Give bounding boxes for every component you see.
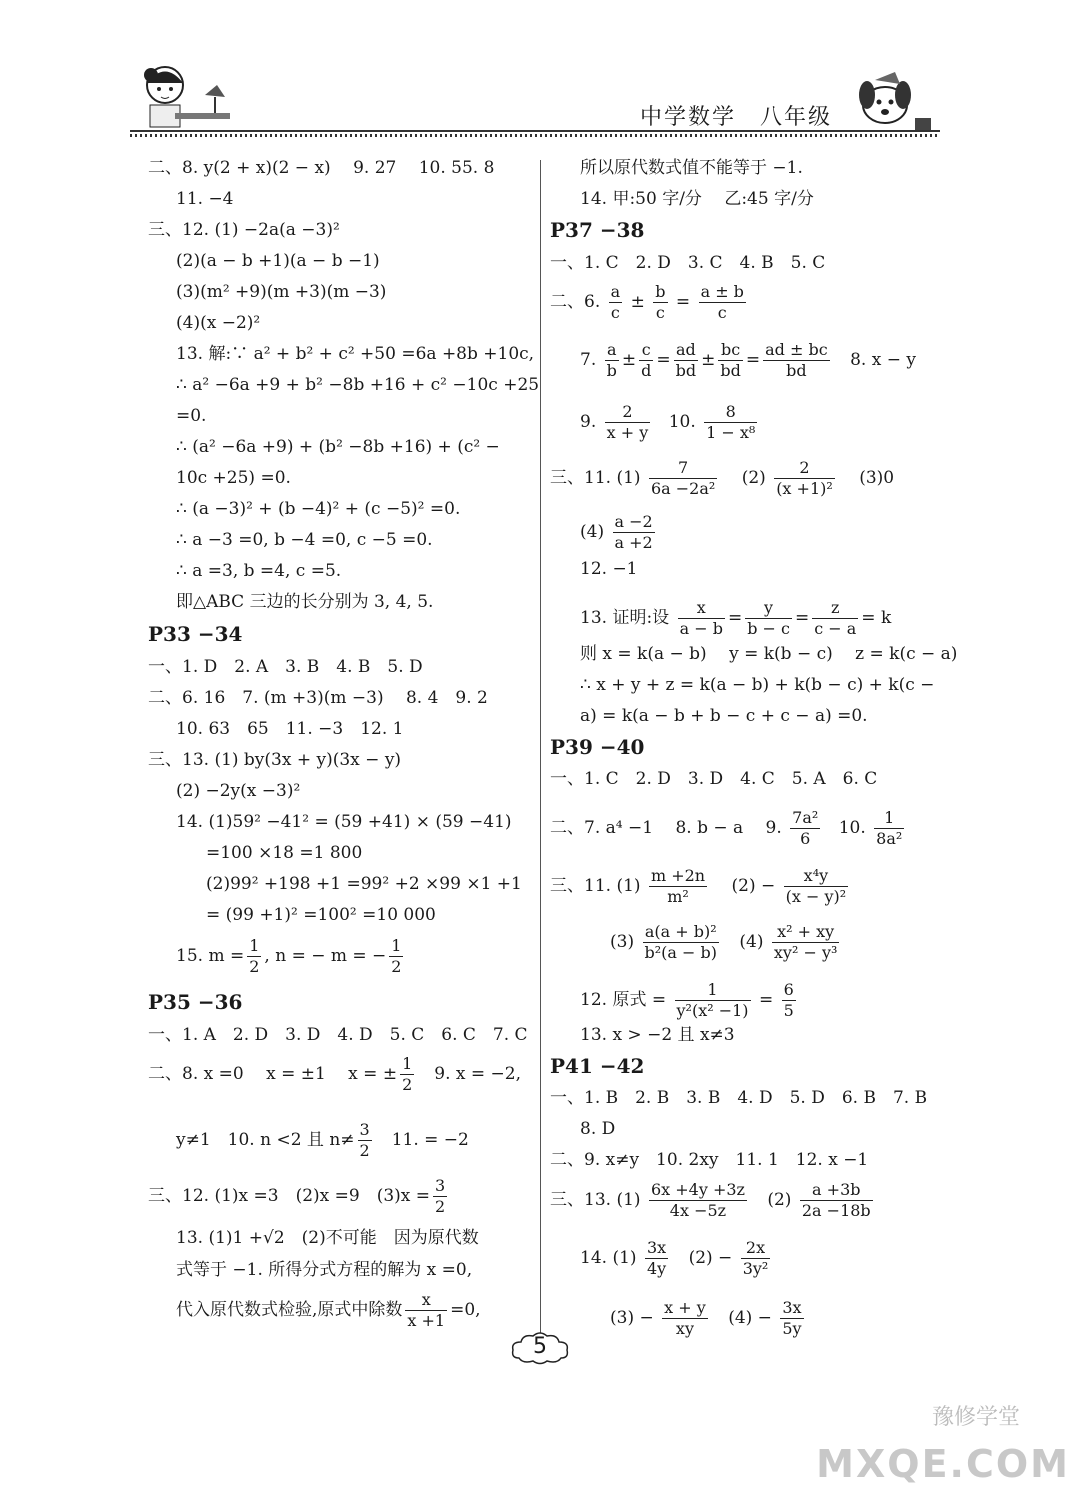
fraction — [605, 402, 651, 443]
denominator: bd — [786, 361, 807, 380]
numerator: z — [812, 598, 858, 619]
numerator: ad ± bc — [765, 340, 828, 359]
fraction — [772, 922, 840, 963]
numerator: 1 — [874, 808, 904, 829]
answer-line — [148, 1054, 521, 1095]
fraction — [433, 1176, 447, 1217]
numerator: a ± b — [700, 282, 744, 301]
fraction — [653, 282, 667, 323]
header-dotted-rule — [130, 134, 940, 137]
text: 15. m = — [176, 946, 245, 966]
denominator: b − c — [747, 619, 790, 638]
answer-line: 14. (1)59² −41² = (59 +41) × (59 −41) — [176, 812, 512, 832]
numerator: 7 — [649, 458, 717, 479]
girl-reading-illustration — [135, 55, 235, 135]
answer-line: ∴ (a² −6a +9) + (b² −8b +16) + (c² − — [176, 437, 500, 457]
text: 7. — [580, 350, 597, 370]
answer-line: 13. x > −2 且 x≠3 — [580, 1025, 735, 1045]
fraction — [784, 866, 849, 907]
answer-line: 所以原代数式值不能等于 −1. — [580, 158, 803, 178]
answer-line: ∴ x + y + z = k(a − b) + k(b − c) + k(c − — [580, 675, 935, 695]
answer-line — [176, 1290, 481, 1331]
text: 三、12. (1)x =3 (2)x =9 (3)x = — [148, 1186, 431, 1206]
fraction — [874, 808, 904, 849]
answer-line: 14. 甲:50 字/分 乙:45 字/分 — [580, 189, 814, 209]
denominator: y²(x² −1) — [676, 1001, 749, 1020]
fraction — [745, 598, 792, 639]
column-divider — [540, 160, 541, 1335]
fraction — [662, 1298, 708, 1339]
denominator: 3y² — [742, 1259, 769, 1278]
answer-line: = (99 +1)² =100² =10 000 — [206, 905, 436, 925]
denominator: a − b — [679, 619, 723, 638]
watermark: MXQE.COM — [816, 1442, 1070, 1486]
fraction — [649, 458, 717, 499]
denominator: 5 — [783, 1001, 794, 1020]
text: 8. x − y — [850, 350, 916, 370]
numerator: 3x — [645, 1238, 668, 1259]
denominator: x +1 — [407, 1311, 446, 1330]
numerator: 2x — [741, 1238, 771, 1259]
section-heading: P33 −34 — [148, 622, 243, 646]
numerator: a +3b — [800, 1180, 873, 1201]
answer-line — [610, 1298, 807, 1339]
fraction — [718, 340, 742, 381]
dog-illustration — [845, 70, 935, 135]
denominator: c — [610, 303, 620, 322]
fraction — [649, 866, 707, 907]
text: (2) − — [688, 1248, 733, 1268]
denominator: b — [606, 361, 617, 380]
text: 10. — [668, 412, 696, 432]
denominator: 8a² — [876, 829, 903, 848]
answer-line — [550, 1180, 876, 1221]
answer-line: 8. D — [580, 1119, 616, 1139]
numerator: x⁴y — [784, 866, 849, 887]
text: 11. = −2 — [374, 1130, 469, 1150]
answer-line: 三、13. (1) by(3x + y)(3x − y) — [148, 750, 402, 770]
denominator: c − a — [814, 619, 857, 638]
text: (4) − — [728, 1308, 772, 1328]
text: = — [675, 292, 691, 312]
answer-line: 10. 63 65 11. −3 12. 1 — [176, 719, 404, 739]
denominator: 6 — [800, 829, 811, 848]
answer-line: 一、1. D 2. A 3. B 4. B 5. D — [148, 657, 423, 677]
numerator: c — [639, 340, 653, 361]
text: =0, — [450, 1300, 481, 1320]
numerator: 3 — [359, 1120, 370, 1139]
answer-line: 即△ABC 三边的长分别为 3, 4, 5. — [176, 592, 434, 612]
denominator: 2 — [359, 1141, 370, 1160]
answer-line: 13. 证明:设 $\frac{x}{a - b}$ = $\frac{y}{b - c}$ = $\frac{z}{c - a}$ = k — [580, 598, 892, 638]
watermark-subtext: 豫修学堂 — [931, 1405, 1020, 1430]
numerator: 3x — [780, 1298, 803, 1319]
denominator: 2a −18b — [801, 1201, 871, 1220]
numerator: a — [605, 340, 619, 361]
header-rule — [130, 130, 940, 132]
text: = k — [861, 608, 892, 628]
numerator: 1 — [402, 1054, 413, 1073]
text: (3)0 — [859, 468, 895, 488]
answer-line: =0. — [176, 406, 207, 426]
numerator: 1 — [249, 936, 260, 955]
answer-line: 13. 解:∵ a² + b² + c² +50 =6a +8b +10c, — [176, 344, 535, 364]
fraction — [639, 340, 653, 381]
denominator: d — [641, 361, 652, 380]
denominator: x + y — [606, 423, 649, 442]
numerator: 3 — [435, 1176, 446, 1195]
text: 9. — [580, 412, 597, 432]
page-header — [0, 0, 1080, 145]
numerator: x — [405, 1290, 447, 1311]
text: 13. 证明:设 — [580, 608, 670, 628]
answer-line — [550, 458, 894, 499]
fraction — [389, 936, 403, 977]
answer-line: 一、1. B 2. B 3. B 4. D 5. D 6. B 7. B — [550, 1088, 928, 1108]
numerator: m +2n — [650, 866, 706, 885]
answer-line: 11. −4 — [176, 189, 234, 209]
answer-line — [580, 980, 799, 1021]
numerator: b — [655, 282, 666, 301]
answer-line: ∴ a =3, b =4, c =5. — [176, 561, 342, 581]
answer-line — [580, 402, 760, 443]
fraction — [400, 1054, 414, 1095]
numerator: 6 — [783, 980, 794, 999]
section-heading: P37 −38 — [550, 218, 645, 242]
fraction — [675, 980, 751, 1021]
answer-line: 12. −1 — [580, 559, 638, 579]
fraction — [782, 980, 796, 1021]
fraction — [643, 922, 720, 963]
fraction — [774, 458, 835, 499]
answer-line — [580, 1238, 773, 1279]
denominator: 2 — [402, 1075, 413, 1094]
section-heading: P41 −42 — [550, 1054, 645, 1078]
denominator: (x − y)² — [785, 887, 847, 906]
answer-line: 13. (1)1 +√2 (2)不可能 因为原代数 — [176, 1228, 479, 1248]
fraction — [609, 282, 623, 323]
fraction — [405, 1290, 447, 1331]
text: 三、13. (1) — [550, 1190, 641, 1210]
numerator: a −2 — [614, 512, 653, 531]
answer-line — [148, 1176, 450, 1217]
denominator: c — [655, 303, 665, 322]
fraction — [247, 936, 261, 977]
numerator: x² + xy — [772, 922, 840, 943]
numerator: y — [745, 598, 792, 619]
answer-line: (3)(m² +9)(m +3)(m −3) — [176, 282, 387, 302]
page-number-badge — [509, 1330, 571, 1366]
answer-line — [176, 1120, 469, 1161]
text: y≠1 10. n <2 且 n≠ — [176, 1130, 355, 1150]
denominator: 4y — [646, 1259, 667, 1278]
answer-line: 10c +25) =0. — [176, 468, 291, 488]
answer-line: (2) −2y(x −3)² — [176, 781, 301, 801]
text: (2) − — [731, 876, 776, 896]
denominator: bd — [675, 361, 697, 380]
fraction — [812, 598, 858, 639]
answer-line: 三、12. (1) −2a(a −3)² — [148, 220, 340, 240]
text: 二、8. x =0 x = ±1 x = ± — [148, 1064, 398, 1084]
numerator: ad — [674, 340, 698, 361]
answer-line: 7. $\frac{a}{b}$ ± $\frac{c}{d}$ = $\frac{ad}{bd}$ ± $\frac{bc}{bd}$ = $\frac{ad \pm bc}{bd}$ 8. x − y — [580, 340, 916, 380]
answer-line: a) = k(a − b + b − c + c − a) =0. — [580, 706, 868, 726]
fraction — [649, 1180, 747, 1221]
answer-line: (2)99² +198 +1 =99² +2 ×99 ×1 +1 — [206, 874, 522, 894]
denominator: xy² − y³ — [773, 943, 838, 962]
header-title: 中学数学 八年级 — [640, 105, 833, 130]
denominator: b²(a − b) — [644, 943, 717, 962]
answer-line: ∴ a −3 =0, b −4 =0, c −5 =0. — [176, 530, 433, 550]
answer-line: 一、1. C 2. D 3. C 4. B 5. C — [550, 253, 826, 273]
fraction — [358, 1120, 372, 1161]
text: (3) − — [610, 1308, 654, 1328]
fraction — [704, 402, 757, 443]
numerator: x — [678, 598, 725, 619]
denominator: 1 − x⁸ — [706, 423, 756, 442]
text: 9. x = −2, — [417, 1064, 521, 1084]
text: (4) — [739, 932, 764, 952]
text: 14. (1) — [580, 1248, 637, 1268]
answer-line: 则 x = k(a − b) y = k(b − c) z = k(c − a) — [580, 644, 958, 664]
denominator: 2 — [249, 957, 260, 976]
fraction — [741, 1238, 771, 1279]
answer-line — [550, 866, 851, 907]
denominator: xy — [675, 1319, 694, 1338]
answer-line — [550, 282, 749, 323]
answer-line: (4)(x −2)² — [176, 313, 261, 333]
denominator: (x +1)² — [776, 479, 833, 498]
text: (3) — [610, 932, 635, 952]
denominator: a +2 — [614, 533, 653, 552]
text: ± — [630, 292, 645, 312]
fraction — [613, 512, 655, 553]
fraction — [605, 340, 619, 381]
fraction — [800, 1180, 873, 1221]
text: 二、6. — [550, 292, 601, 312]
numerator: 1 — [675, 980, 751, 1001]
fraction — [763, 340, 830, 381]
answer-line — [550, 808, 907, 849]
section-heading: P39 −40 — [550, 735, 645, 759]
denominator: 2 — [435, 1197, 446, 1216]
answer-line — [610, 922, 842, 963]
text: 二、7. a⁴ −1 8. b − a 9. — [550, 818, 782, 838]
denominator: 4x −5z — [669, 1201, 727, 1220]
text: , n = − m = − — [264, 946, 387, 966]
fraction — [790, 808, 820, 849]
fraction — [678, 598, 725, 639]
numerator: 6x +4y +3z — [650, 1180, 745, 1199]
fraction — [674, 340, 698, 381]
denominator: 5y — [782, 1319, 802, 1338]
answer-line: 二、8. y(2 + x)(2 − x) 9. 27 10. 55. 8 — [148, 158, 495, 178]
answer-line: (2)(a − b +1)(a − b −1) — [176, 251, 380, 271]
answer-line: 二、6. 16 7. (m +3)(m −3) 8. 4 9. 2 — [148, 688, 488, 708]
text: (2) — [767, 1190, 792, 1210]
answer-line: =100 ×18 =1 800 — [206, 843, 363, 863]
text: 代入原代数式检验,原式中除数 — [176, 1300, 403, 1320]
answer-line: 一、1. A 2. D 3. D 4. D 5. C 6. C 7. C — [148, 1025, 528, 1045]
text: 三、11. (1) — [550, 468, 641, 488]
numerator: a(a + b)² — [643, 922, 720, 943]
section-heading: P35 −36 — [148, 990, 243, 1014]
text: 10. — [838, 818, 866, 838]
text: = — [758, 990, 774, 1010]
text: 12. 原式 = — [580, 990, 667, 1010]
numerator: a — [610, 282, 621, 301]
page-number: 5 — [533, 1334, 547, 1359]
numerator: 2 — [774, 458, 835, 479]
numerator: 7a² — [792, 808, 819, 827]
denominator: 6a −2a² — [650, 479, 716, 498]
denominator: c — [717, 303, 727, 322]
text: (4) — [580, 522, 605, 542]
answer-line — [176, 936, 406, 977]
answer-line — [580, 512, 658, 553]
answer-line: ∴ (a −3)² + (b −4)² + (c −5)² =0. — [176, 499, 461, 519]
numerator: 8 — [704, 402, 757, 423]
denominator: bd — [720, 361, 741, 380]
numerator: x + y — [664, 1298, 706, 1317]
numerator: 2 — [605, 402, 651, 423]
answer-line: 一、1. C 2. D 3. D 4. C 5. A 6. C — [550, 769, 878, 789]
numerator: bc — [718, 340, 742, 361]
text: 三、11. (1) — [550, 876, 641, 896]
answer-line: 二、9. x≠y 10. 2xy 11. 1 12. x −1 — [550, 1150, 869, 1170]
fraction — [645, 1238, 668, 1279]
denominator: m² — [667, 887, 689, 906]
fraction — [699, 282, 746, 323]
text: (2) — [741, 468, 766, 488]
fraction — [780, 1298, 803, 1339]
numerator: 1 — [391, 936, 402, 955]
answer-line: 式等于 −1. 所得分式方程的解为 x =0, — [176, 1260, 473, 1280]
denominator: 2 — [391, 957, 402, 976]
answer-line: ∴ a² −6a +9 + b² −8b +16 + c² −10c +25 — [176, 375, 540, 395]
